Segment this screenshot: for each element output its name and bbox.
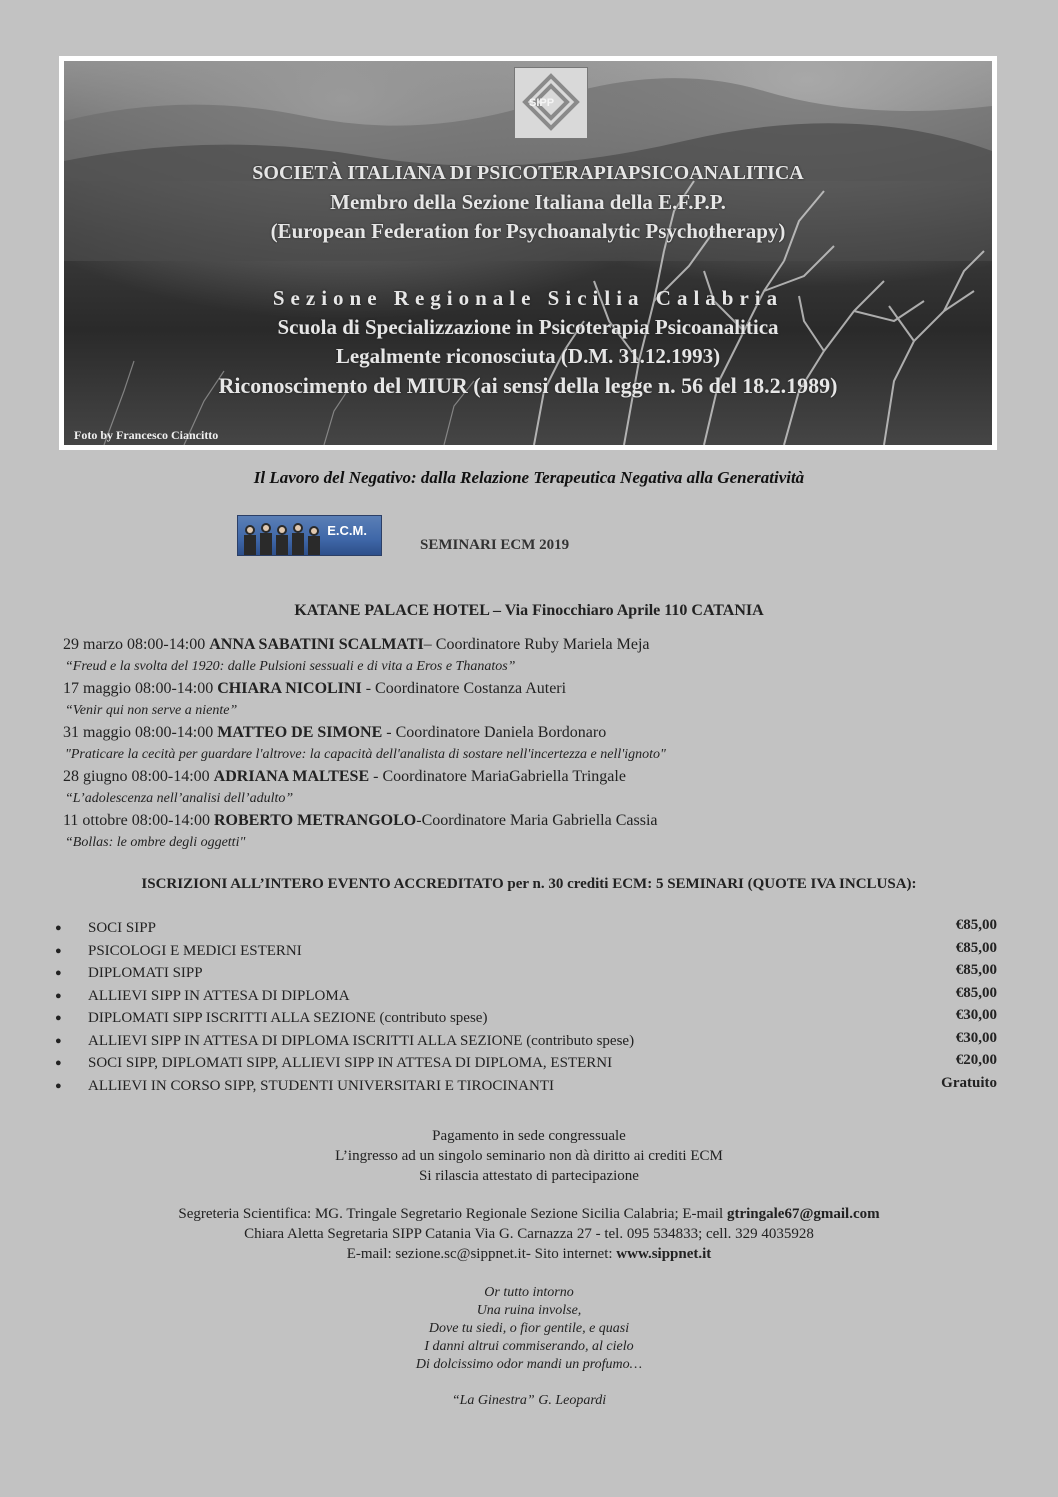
registration-heading: ISCRIZIONI ALL’INTERO EVENTO ACCREDITATO per n. 30 crediti ECM: 5 SEMINARI (QUOTE IVA INCLUSA):	[141, 876, 917, 892]
payment-line: Pagamento in sede congressuale	[432, 1128, 626, 1144]
seminar-coordinator: - Coordinatore MariaGabriella Tringale	[369, 768, 626, 785]
fee-label: DIPLOMATI SIPP	[88, 965, 203, 981]
seminar-date: 29 marzo 08:00-14:00	[63, 636, 206, 653]
fee-row	[55, 1075, 997, 1098]
organizational-secretary: Chiara Aletta Segretaria SIPP Catania Via G. Carnazza 27 - tel. 095 534833; cell. 329 4035928	[244, 1226, 814, 1242]
section-line: Sezione Regionale Sicilia Calabria	[272, 286, 784, 310]
bullet-icon: ●	[55, 922, 62, 934]
sipp-logo-text: SIPP	[529, 97, 555, 109]
attendance-certificate-note: Si rilascia attestato di partecipazione	[419, 1168, 639, 1184]
poem	[0, 1284, 1058, 1374]
sipp-logo-icon	[515, 68, 587, 138]
seminar-coordinator: - Coordinatore Costanza Auteri	[361, 680, 567, 697]
poem-line: I danni altrui commiserando, al cielo	[424, 1339, 634, 1354]
seminar-coordinator: – Coordinatore Ruby Mariela Meja	[423, 636, 650, 653]
member-line: Membro della Sezione Italiana della E.F.P.P.	[330, 190, 726, 214]
miur-line: Riconoscimento del MIUR (ai sensi della legge n. 56 del 18.2.1989)	[218, 373, 838, 398]
seminar-item	[63, 722, 963, 766]
fee-label: ALLIEVI SIPP IN ATTESA DI DIPLOMA ISCRITTI ALLA SEZIONE	[88, 1032, 523, 1049]
seminar-item	[63, 678, 963, 722]
ecm-logo-text: E.C.M.	[327, 523, 367, 538]
fee-row	[55, 917, 997, 940]
fee-row	[55, 985, 997, 1008]
bullet-icon: ●	[55, 1012, 62, 1024]
fee-row	[55, 962, 997, 985]
fee-label: SOCI SIPP, DIPLOMATI SIPP, ALLIEVI SIPP IN ATTESA DI DIPLOMA, ESTERNI	[88, 1055, 613, 1071]
sipp-logo	[514, 67, 588, 139]
seminar-item	[63, 766, 963, 810]
poem-line: Una ruina involse,	[476, 1303, 582, 1318]
fee-label: ALLIEVI IN CORSO SIPP, STUDENTI UNIVERSITARI E TIROCINANTI	[88, 1077, 555, 1094]
fee-list	[55, 917, 997, 1097]
seminar-title: “Venir qui non serve a niente”	[65, 703, 238, 718]
banner-text	[64, 159, 992, 400]
event-subtitle: Il Lavoro del Negativo: dalla Relazione Terapeutica Negativa alla Generatività	[253, 468, 805, 487]
school-line: Scuola di Specializzazione in Psicoterapia Psicoanalitica	[277, 315, 779, 339]
federation-line: (European Federation for Psychoanalytic Psychotherapy)	[270, 219, 786, 243]
seminar-speaker: ROBERTO METRANGOLO	[213, 812, 417, 829]
poem-line: Or tutto intorno	[484, 1285, 574, 1300]
payment-info	[0, 1126, 1058, 1186]
people-icon	[238, 516, 328, 555]
fee-label: ALLIEVI SIPP IN ATTESA DI DIPLOMA	[88, 987, 350, 1004]
ecm-logo	[237, 515, 382, 556]
seminar-list	[63, 634, 963, 854]
seminar-item	[63, 634, 963, 678]
bullet-icon: ●	[55, 1079, 62, 1092]
seminari-title: SEMINARI ECM 2019	[420, 537, 570, 553]
fee-price: €85,00	[955, 939, 997, 956]
seminar-title: “Freud e la svolta del 1920: dalle Pulsioni sessuali e di vita a Eros e Thanatos”	[65, 659, 516, 674]
poem-citation: “La Ginestra” G. Leopardi	[451, 1393, 607, 1408]
seminar-title: “Bollas: le ombre degli oggetti"	[65, 835, 246, 850]
section-email: E-mail: sezione.sc@sippnet.it- Sito internet:	[346, 1246, 617, 1262]
seminar-speaker: MATTEO DE SIMONE	[217, 724, 383, 741]
seminar-date: 31 maggio 08:00-14:00	[63, 724, 214, 741]
bullet-icon: ●	[55, 1057, 62, 1069]
secretary-email-link[interactable]: gtringale67@gmail.com	[726, 1206, 880, 1222]
seminar-title: “L’adolescenza nell’analisi dell’adulto”	[65, 791, 294, 806]
bullet-icon: ●	[55, 989, 62, 1002]
fee-label: PSICOLOGI E MEDICI ESTERNI	[88, 942, 302, 959]
seminar-item	[63, 810, 963, 854]
fee-row	[55, 1052, 997, 1075]
bullet-icon: ●	[55, 967, 62, 979]
fee-note: (contributo spese)	[375, 1010, 488, 1026]
fee-label: DIPLOMATI SIPP ISCRITTI ALLA SEZIONE	[88, 1010, 376, 1026]
fee-row	[55, 1007, 997, 1030]
website-link[interactable]: www.sippnet.it	[616, 1246, 712, 1262]
bullet-icon: ●	[55, 1034, 62, 1047]
fee-price: €85,00	[955, 984, 997, 1001]
fee-price: €30,00	[955, 1029, 997, 1046]
fee-price: €85,00	[955, 917, 997, 933]
poem-line: Di dolcissimo odor mandi un profumo…	[415, 1357, 643, 1372]
seminar-coordinator: -Coordinatore Maria Gabriella Cassia	[416, 812, 658, 829]
seminar-speaker: CHIARA NICOLINI	[217, 680, 362, 697]
fee-label: SOCI SIPP	[88, 920, 156, 936]
scientific-secretary: Segreteria Scientifica: MG. Tringale Segretario Regionale Sezione Sicilia Calabria; E-mail	[178, 1206, 727, 1222]
seminar-title: "Praticare la cecità per guardare l'altrove: la capacità dell'analista di sostare nell'incertezza e nell'ignoto"	[65, 747, 666, 762]
fee-note: (contributo spese)	[522, 1032, 635, 1049]
single-seminar-note: L’ingresso ad un singolo seminario non dà diritto ai crediti ECM	[335, 1148, 723, 1164]
seminar-coordinator: - Coordinatore Daniela Bordonaro	[382, 724, 607, 741]
seminar-speaker: ANNA SABATINI SCALMATI	[209, 636, 424, 653]
seminar-date: 11 ottobre 08:00-14:00	[63, 812, 210, 829]
fee-price: €30,00	[955, 1007, 997, 1023]
fee-price: €85,00	[955, 962, 997, 978]
venue: KATANE PALACE HOTEL – Via Finocchiaro Aprile 110 CATANIA	[294, 602, 764, 619]
recognized-line: Legalmente riconosciuta (D.M. 31.12.1993)	[335, 344, 721, 368]
banner-photo	[64, 61, 992, 445]
poem-line: Dove tu siedi, o fior gentile, e quasi	[428, 1321, 630, 1336]
seminar-date: 28 giugno 08:00-14:00	[63, 768, 210, 785]
bullet-icon: ●	[55, 944, 62, 957]
fee-price: €20,00	[955, 1052, 997, 1068]
photo-credit: Foto by Francesco Ciancitto	[74, 428, 219, 442]
fee-price: Gratuito	[941, 1074, 997, 1091]
seminar-date: 17 maggio 08:00-14:00	[63, 680, 214, 697]
contacts	[0, 1204, 1058, 1264]
seminar-speaker: ADRIANA MALTESE	[213, 768, 370, 785]
fee-row	[55, 1030, 997, 1053]
header-banner	[59, 56, 997, 450]
fee-row	[55, 940, 997, 963]
society-title: SOCIETÀ ITALIANA DI PSICOTERAPIAPSICOANALITICA	[252, 162, 804, 184]
